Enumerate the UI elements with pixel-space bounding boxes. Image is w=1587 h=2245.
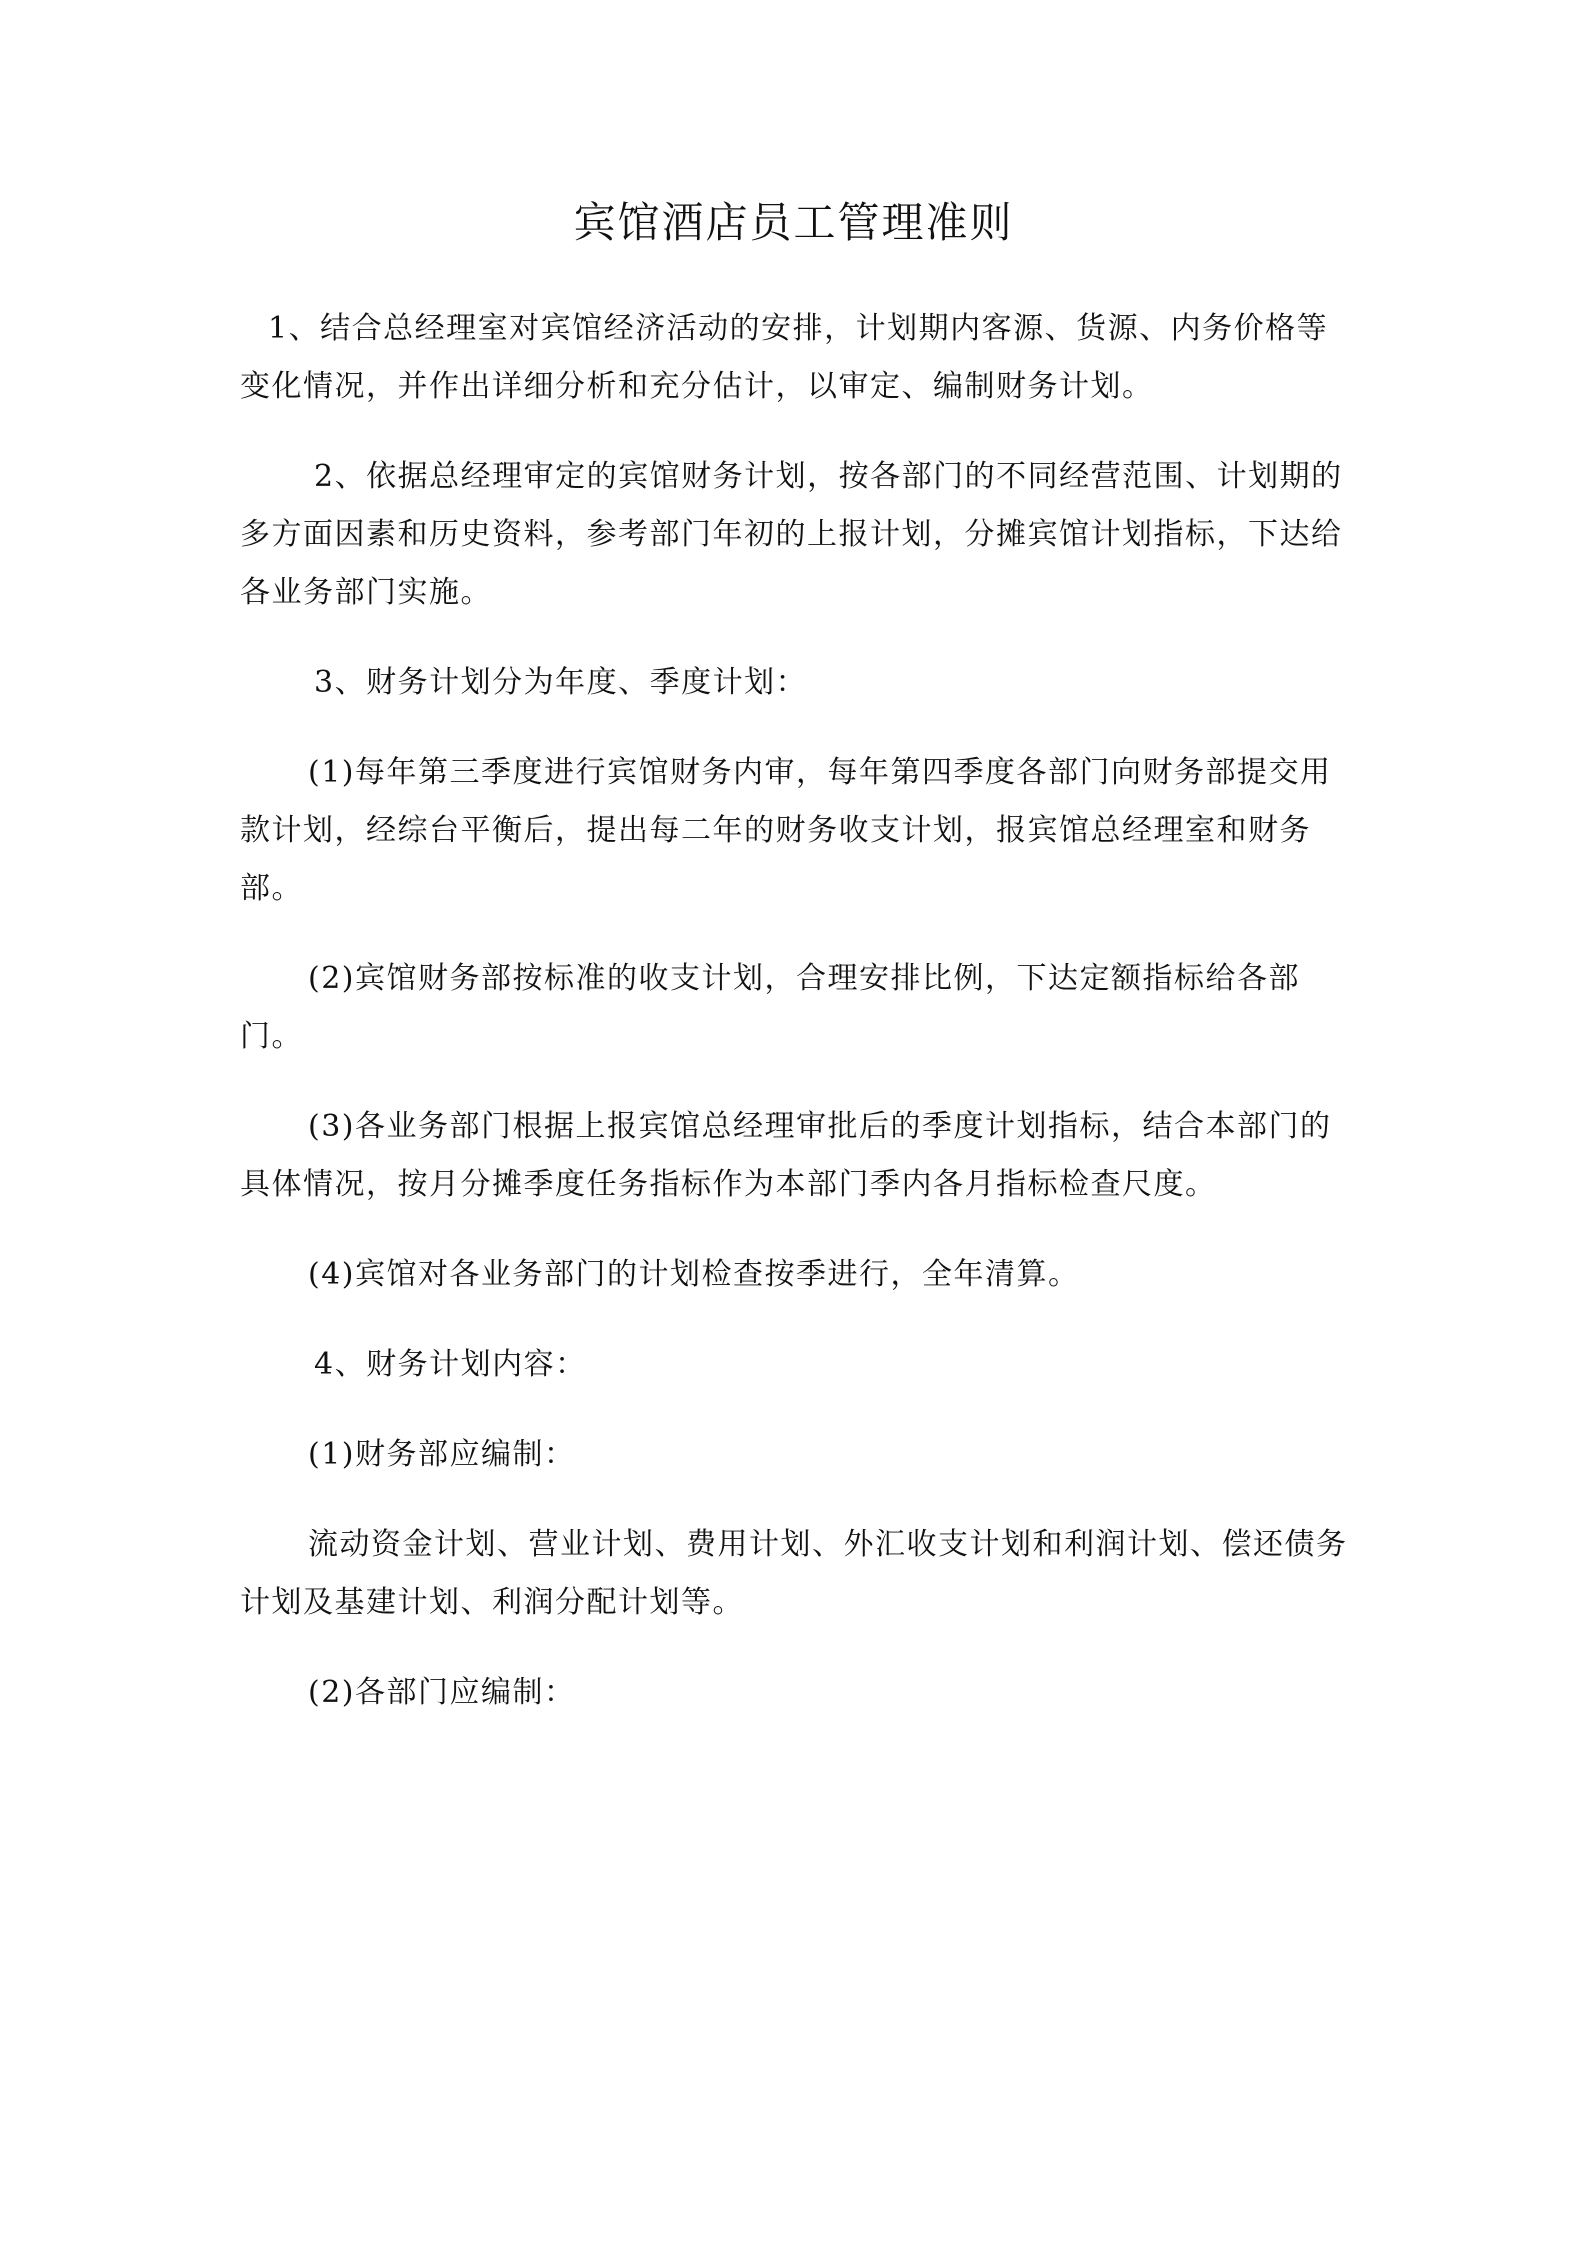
- paragraph-4-2: (2)各部门应编制：: [308, 1675, 576, 1710]
- paragraph-1: 1、结合总经理室对宾馆经济活动的安排，计划期内客源、货源、内务价格等变化情况，并作出详细分析和充分估计，以审定、编制财务计划。: [240, 311, 1329, 404]
- paragraph-4-1-content: 流动资金计划、营业计划、费用计划、外汇收支计划和利润计划、偿还债务计划及基建计划、利润分配计划等。: [240, 1527, 1348, 1620]
- paragraph-3-4: (4)宾馆对各业务部门的计划检查按季进行，全年清算。: [308, 1257, 1080, 1292]
- paragraph-3-2: (2)宾馆财务部按标准的收支计划，合理安排比例，下达定额指标给各部门。: [240, 961, 1300, 1054]
- paragraph-4: 4、财务计划内容：: [314, 1347, 587, 1382]
- document-title: 宾馆酒店员工管理准则: [573, 198, 1014, 247]
- paragraph-4-1: (1)财务部应编制：: [308, 1437, 576, 1472]
- paragraph-3-3: (3)各业务部门根据上报宾馆总经理审批后的季度计划指标，结合本部门的具体情况，按月分摊季度任务指标作为本部门季内各月指标检查尺度。: [240, 1109, 1332, 1202]
- paragraph-3: 3、财务计划分为年度、季度计划：: [314, 665, 808, 700]
- paragraph-2: 2、依据总经理审定的宾馆财务计划，按各部门的不同经营范围、计划期的多方面因素和历史资料，参考部门年初的上报计划，分摊宾馆计划指标，下达给各业务部门实施。: [240, 459, 1343, 610]
- document-body: [240, 300, 1355, 1754]
- paragraph-3-1: (1)每年第三季度进行宾馆财务内审，每年第四季度各部门向财务部提交用款计划，经综台平衡后，提出每二年的财务收支计划，报宾馆总经理室和财务部。: [240, 755, 1332, 906]
